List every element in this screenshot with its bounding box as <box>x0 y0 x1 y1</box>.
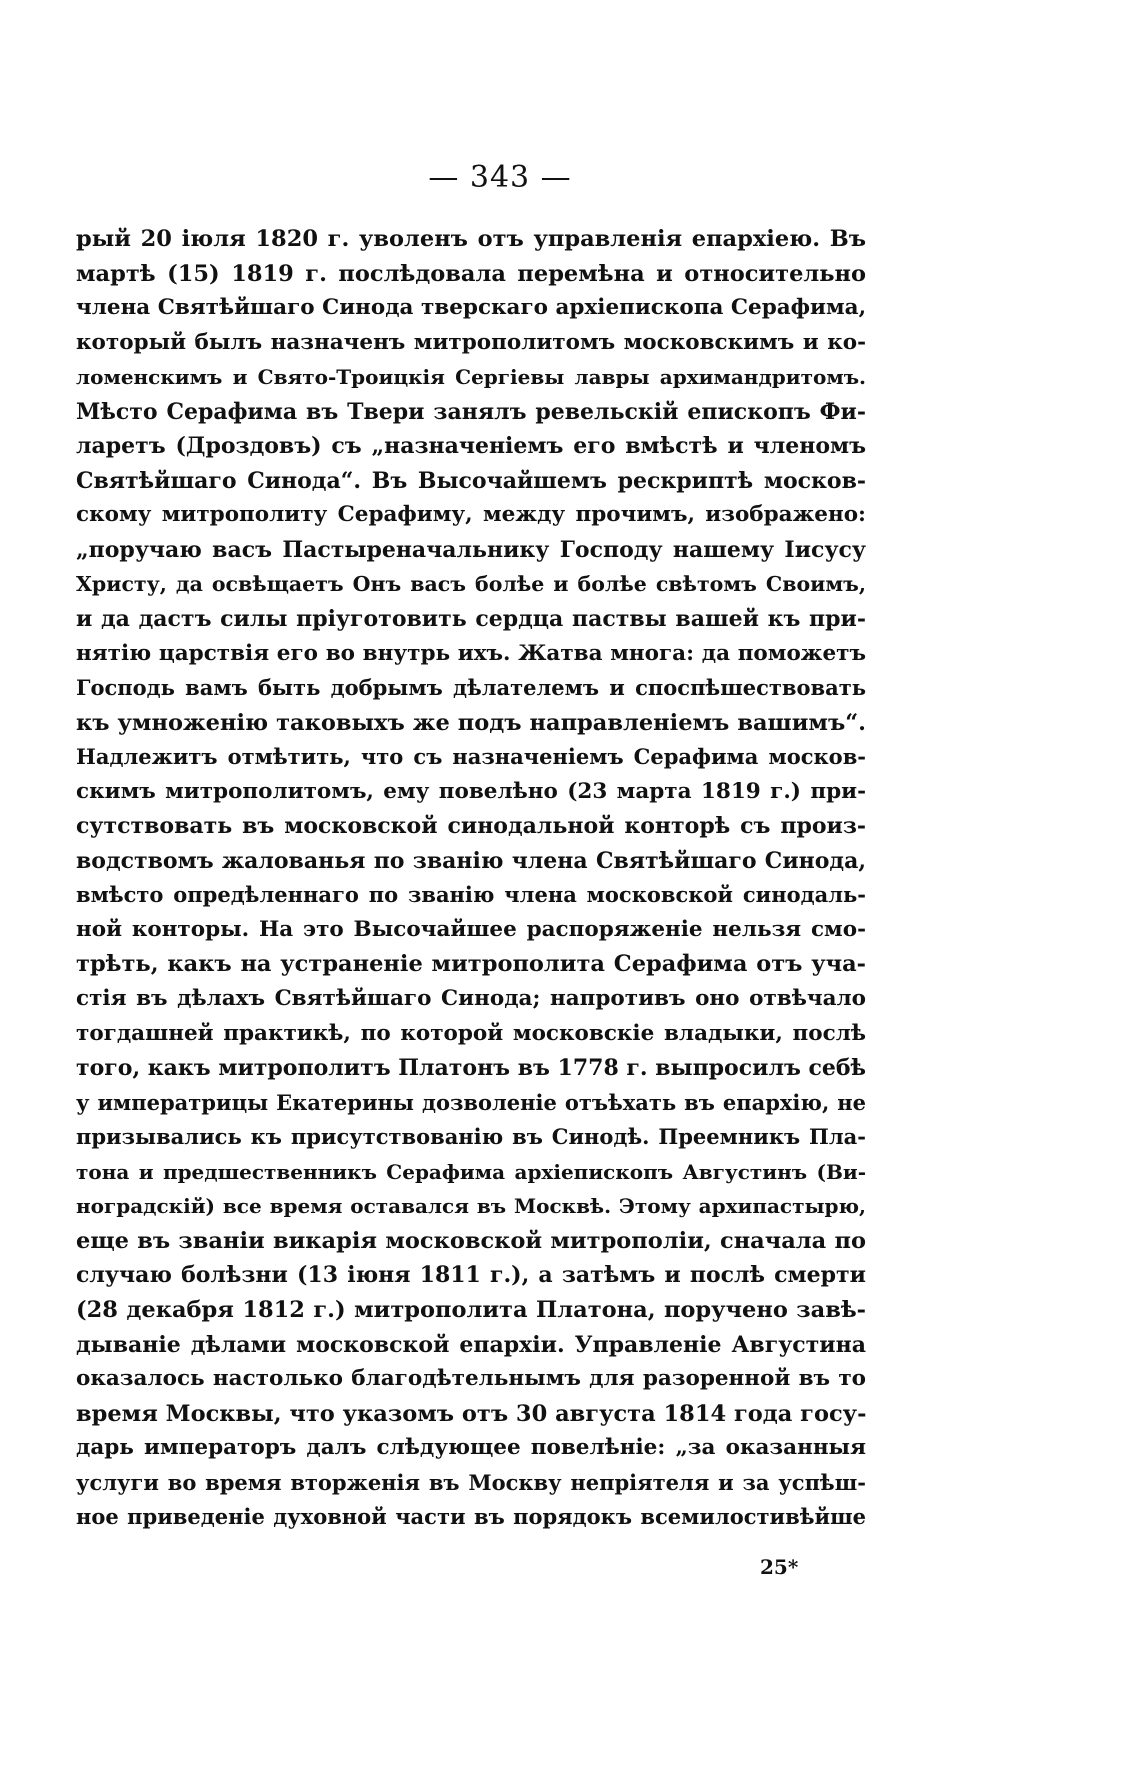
text-line: рый 20 іюля 1820 г. уволенъ отъ управленія епархіею. Въ <box>76 226 866 252</box>
text-line: ное приведеніе духовной части въ порядокъ всемилостивѣйше <box>76 1504 866 1530</box>
text-line: скому митрополиту Серафиму, между прочимъ, изображено: <box>76 502 866 528</box>
text-line: и да дастъ силы пріуготовить сердца паствы вашей къ при- <box>76 606 866 633</box>
text-line: еще въ званіи викарія московской митрополіи, сначала по <box>76 1227 866 1254</box>
text-line: скимъ митрополитомъ, ему повелѣно (23 марта 1819 г.) при- <box>76 778 866 804</box>
text-line: Христу, да освѣщаетъ Онъ васъ болѣе и болѣе свѣтомъ Своимъ, <box>76 572 866 597</box>
text-line: дарь императоръ далъ слѣдующее повелѣніе: „за оказанныя <box>76 1435 866 1461</box>
text-line: Господь вамъ быть добрымъ дѣлателемъ и споспѣшествовать <box>76 675 866 701</box>
text-line: Мѣсто Серафима въ Твери занялъ ревельскій епископъ Фи- <box>76 398 866 425</box>
text-line: дываніе дѣлами московской епархіи. Управленіе Августина <box>76 1331 866 1358</box>
text-line: трѣть, какъ на устраненіе митрополита Серафима отъ уча- <box>76 951 866 978</box>
page-number: — 343 — <box>428 160 572 195</box>
text-line: нятію царствія его во внутрь ихъ. Жатва многа: да поможетъ <box>76 640 866 666</box>
text-line: оказалось настолько благодѣтельнымъ для разоренной въ то <box>76 1366 866 1392</box>
text-line: призывались къ присутствованію въ Синодѣ. Преемникъ Пла- <box>76 1124 866 1150</box>
text-line: сутствовать въ московской синодальной конторѣ съ произ- <box>76 813 866 840</box>
text-line: вмѣсто опредѣленнаго по званію члена московской синодаль- <box>76 882 866 908</box>
text-line: къ умноженію таковыхъ же подъ направленіемъ вашимъ“. <box>76 709 866 736</box>
text-line: ломенскимъ и Свято-Троицкія Сергіевы лавры архимандритомъ. <box>76 365 866 390</box>
text-line: Святѣйшаго Синода“. Въ Высочайшемъ рескриптѣ москов- <box>76 467 866 494</box>
text-line: „поручаю васъ Пастыреначальнику Господу нашему Іисусу <box>76 536 866 563</box>
text-line: случаю болѣзни (13 іюня 1811 г.), а затѣмъ и послѣ смерти <box>76 1262 866 1289</box>
text-line: ной конторы. На это Высочайшее распоряженіе нельзя смо- <box>76 916 866 942</box>
text-line: того, какъ митрополитъ Платонъ въ 1778 г. выпросилъ себѣ <box>76 1055 867 1082</box>
text-line: стія въ дѣлахъ Святѣйшаго Синода; напротивъ оно отвѣчало <box>76 986 866 1012</box>
signature-mark: 25* <box>760 1555 799 1579</box>
text-line: водствомъ жалованья по званію члена Святѣйшаго Синода, <box>76 847 866 874</box>
text-line: (28 декабря 1812 г.) митрополита Платона, поручено завѣ- <box>76 1296 866 1323</box>
text-line: у императрицы Екатерины дозволеніе отъѣхать въ епархію, не <box>76 1089 866 1115</box>
text-line: время Москвы, что указомъ отъ 30 августа 1814 года госу- <box>76 1400 867 1427</box>
text-line: ларетъ (Дроздовъ) съ „назначеніемъ его вмѣстѣ и членомъ <box>76 433 866 460</box>
text-line: ноградскій) все время оставался въ Москвѣ. Этому архипастырю, <box>76 1194 866 1219</box>
text-line: члена Святѣйшаго Синода тверскаго архіепископа Серафима, <box>76 295 867 321</box>
body-text <box>76 222 866 1535</box>
text-line: тона и предшественникъ Серафима архіепископъ Августинъ (Ви- <box>76 1159 866 1184</box>
text-line: мартѣ (15) 1819 г. послѣдовала перемѣна и относительно <box>76 260 866 287</box>
text-line: тогдашней практикѣ, по которой московскіе владыки, послѣ <box>76 1020 866 1046</box>
text-line: Надлежитъ отмѣтить, что съ назначеніемъ Серафима москов- <box>76 744 866 770</box>
text-line: услуги во время вторженія въ Москву непріятеля и за успѣш- <box>76 1469 866 1495</box>
text-line: который былъ назначенъ митрополитомъ московскимъ и ко- <box>76 329 866 355</box>
